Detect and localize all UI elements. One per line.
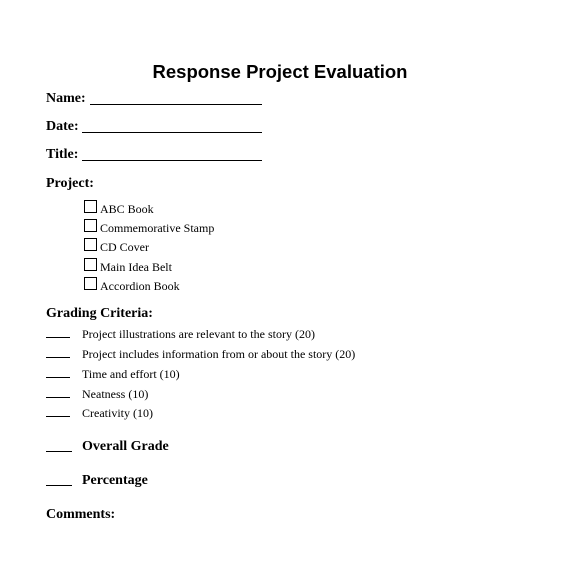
project-option-label: ABC Book <box>100 202 154 216</box>
name-field[interactable] <box>46 90 86 108</box>
criterion-label: Time and effort (10) <box>82 367 180 381</box>
grading-criteria-heading: Grading Criteria: <box>46 306 153 321</box>
project-option-label: Accordion Book <box>100 279 180 293</box>
overall-grade-label: Overall Grade <box>82 439 169 454</box>
checkbox-icon[interactable] <box>84 219 97 232</box>
score-blank[interactable] <box>46 337 70 338</box>
criterion-label: Neatness (10) <box>82 387 149 401</box>
criterion-label: Creativity (10) <box>82 406 153 420</box>
score-blank[interactable] <box>46 357 70 358</box>
criterion-label: Project illustrations are relevant to the story (20) <box>82 327 315 341</box>
score-blank[interactable] <box>46 416 70 417</box>
checkbox-icon[interactable] <box>84 258 97 271</box>
title-field[interactable] <box>46 146 78 164</box>
title-label: Title: <box>46 147 79 162</box>
project-option-label: CD Cover <box>100 240 149 254</box>
page-title: Response Project Evaluation <box>152 61 408 82</box>
checkbox-icon[interactable] <box>84 238 97 251</box>
date-field[interactable] <box>46 118 79 136</box>
score-blank[interactable] <box>46 377 70 378</box>
project-option-label: Commemorative Stamp <box>100 221 215 235</box>
criterion-label: Project includes information from or about the story (20) <box>82 347 356 361</box>
checkbox-icon[interactable] <box>84 200 97 213</box>
percentage-label: Percentage <box>82 473 148 488</box>
name-label: Name: <box>46 91 86 106</box>
title-input-line[interactable] <box>82 160 262 161</box>
name-input-line[interactable] <box>90 104 262 105</box>
checkbox-icon[interactable] <box>84 277 97 290</box>
percentage-blank[interactable] <box>46 485 72 486</box>
date-input-line[interactable] <box>82 132 262 133</box>
comments-label: Comments: <box>46 507 116 522</box>
project-heading: Project: <box>46 176 94 191</box>
score-blank[interactable] <box>46 397 70 398</box>
date-label: Date: <box>46 119 79 134</box>
project-option-label: Main Idea Belt <box>100 260 172 274</box>
overall-grade-blank[interactable] <box>46 451 72 452</box>
